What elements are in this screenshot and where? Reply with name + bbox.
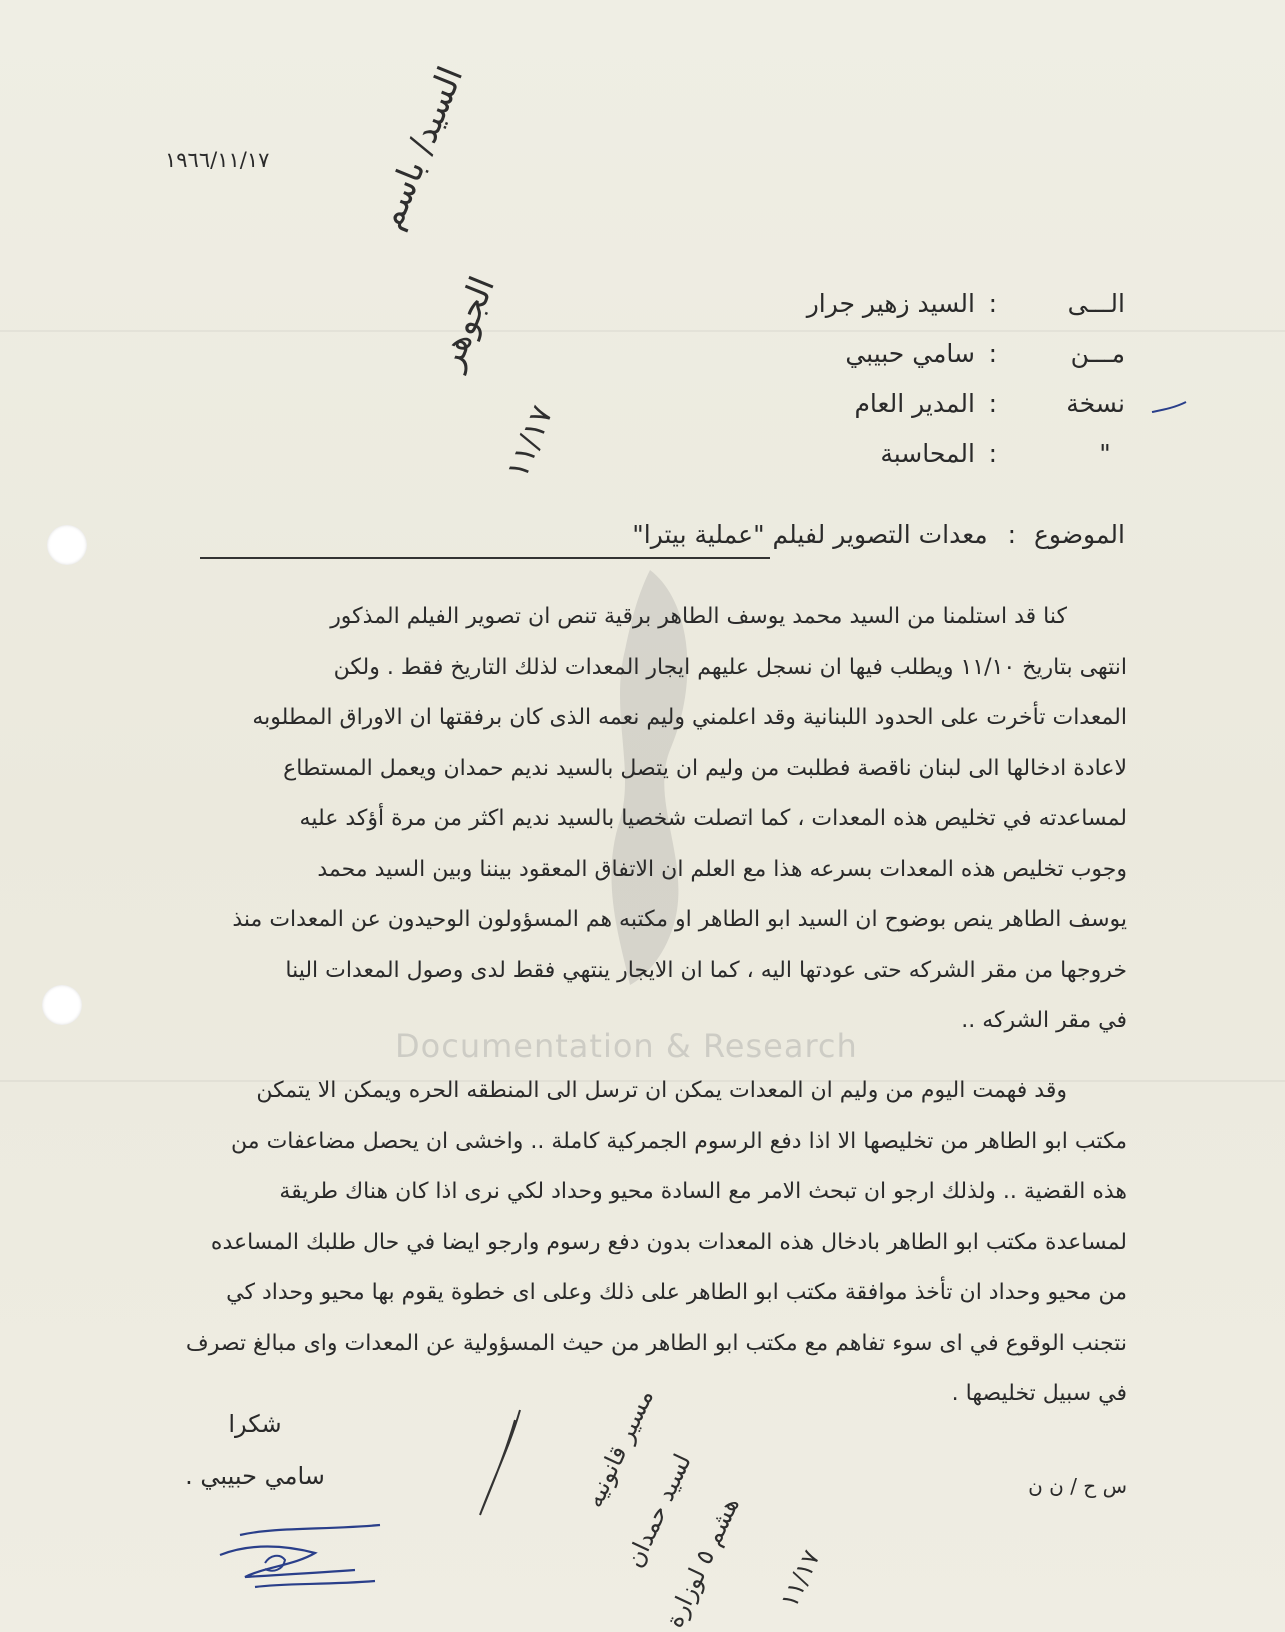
body-paragraph-2 (127, 1066, 1127, 1420)
body-line: خروجها من مقر الشركه حتى عودتها اليه ، كما ان الايجار ينتهي فقط لدى وصول المعدات الينا (285, 957, 1127, 983)
subject-label: الموضوع (1034, 520, 1125, 549)
body-line: لمساعدة مكتب ابو الطاهر بادخال هذه المعدات بدون دفع رسوم وارجو ايضا في حال طلبك المساعده (210, 1229, 1127, 1255)
body-line: كنا قد استلمنا من السيد محمد يوسف الطاهر برقية تنص ان تصوير الفيلم المذكور (330, 604, 1067, 629)
pen-stroke-icon (470, 1405, 530, 1525)
header-label: " (1099, 439, 1111, 468)
header-label: نسخة (1066, 389, 1125, 418)
body-line: يوسف الطاهر ينص بوضوح ان السيد ابو الطاهر او مكتبه هم المسؤولون الوحيدون عن المعدات منذ (232, 907, 1127, 932)
body-line: نتجنب الوقوع في اى سوء تفاهم مع مكتب ابو الطاهر من حيث المسؤولية عن المعدات واى مبالغ تصرف (185, 1330, 1127, 1356)
handwritten-line: هشم ٥ لوزارة (660, 1492, 745, 1632)
tick-mark-icon (1150, 398, 1190, 418)
body-line: في مقر الشركه .. (961, 1008, 1127, 1033)
subject-underline (200, 557, 770, 559)
handwritten-line: ١١/١٧ (500, 400, 561, 484)
header-value: سامي حبيبي (845, 339, 975, 368)
header-colon: : (988, 289, 997, 318)
body-line: وجوب تخليص هذه المعدات بسرعه هذا مع العلم ان الاتفاق المعقود بيننا وبين السيد محمد (317, 856, 1127, 882)
header-colon: : (988, 339, 997, 368)
body-line: لمساعدته في تخليص هذه المعدات ، كما اتصلت شخصيا بالسيد نديم اكثر من مرة أؤكد عليه (299, 806, 1127, 831)
memo-subject (632, 520, 1125, 549)
reference-initials: س ح / ن ن (1028, 1474, 1127, 1498)
body-line: وقد فهمت اليوم من وليم ان المعدات يمكن ان ترسل الى المنطقه الحره ويمكن الا يتمكن (256, 1078, 1067, 1103)
subject-colon: : (1007, 520, 1017, 549)
watermark-text: Documentation & Research (395, 1027, 858, 1065)
handwritten-note-bottom (580, 1370, 826, 1632)
header-colon: : (988, 389, 997, 418)
signature-icon (155, 1515, 395, 1595)
header-value: المحاسبة (880, 439, 975, 468)
header-row-to (695, 283, 1125, 333)
handwritten-note-top (370, 61, 600, 484)
subject-value: معدات التصوير لفيلم "عملية بيترا" (632, 520, 988, 549)
header-row-copy2 (695, 433, 1125, 483)
document-date: ١٩٦٦/١١/١٧ (165, 148, 270, 172)
memo-header (695, 283, 1125, 483)
header-label: الـــى (1067, 289, 1125, 318)
body-line: لاعادة ادخالها الى لبنان ناقصة فطلبت من وليم ان يتصل بالسيد نديم حمدان ويعمل المستطاع (283, 755, 1127, 781)
punch-hole (47, 525, 87, 565)
body-paragraph-1 (127, 592, 1127, 1047)
body-line: في سبيل تخليصها . (951, 1381, 1127, 1406)
header-colon: : (988, 439, 997, 468)
body-line: المعدات تأخرت على الحدود اللبنانية وقد اعلمني وليم نعمه الذى كان برفقتها ان الاوراق المطلوبه (252, 705, 1127, 730)
header-row-copy (695, 383, 1125, 433)
handwritten-line: السيد/ باسم (370, 61, 472, 235)
body-line: هذه القضية .. ولذلك ارجو ان تبحث الامر مع السادة محيو وحداد لكي نرى اذا كان هناك طريقة (279, 1179, 1127, 1204)
body-line: انتهى بتاريخ ١١/١٠ ويطلب فيها ان نسجل عليهم ايجار المعدات لذلك التاريخ فقط . ولكن (333, 654, 1127, 680)
body-line: مكتب ابو الطاهر من تخليصها الا اذا دفع الرسوم الجمركية كاملة .. واخشى ان يحصل مضاعفات من (231, 1128, 1127, 1154)
closing-name: سامي حبيبي . (185, 1462, 325, 1490)
closing-thanks: شكرا (228, 1410, 282, 1438)
handwritten-line: الجوهر (430, 270, 504, 375)
header-row-from (695, 333, 1125, 383)
handwritten-line: ١١/١٧ (775, 1545, 826, 1612)
handwritten-line: مسير قانونيه (580, 1384, 660, 1512)
body-line: من محيو وحداد ان تأخذ موافقة مكتب ابو الطاهر على ذلك وعلى اى خطوة يقوم بها محيو وحداد كي (226, 1280, 1127, 1305)
header-label: مـــن (1070, 339, 1125, 368)
closing-block (140, 1401, 370, 1505)
header-value: المدير العام (854, 389, 975, 418)
handwritten-line: لسيد حمدان (620, 1449, 697, 1572)
punch-hole (42, 985, 82, 1025)
header-value: السيد زهير جرار (806, 289, 975, 318)
